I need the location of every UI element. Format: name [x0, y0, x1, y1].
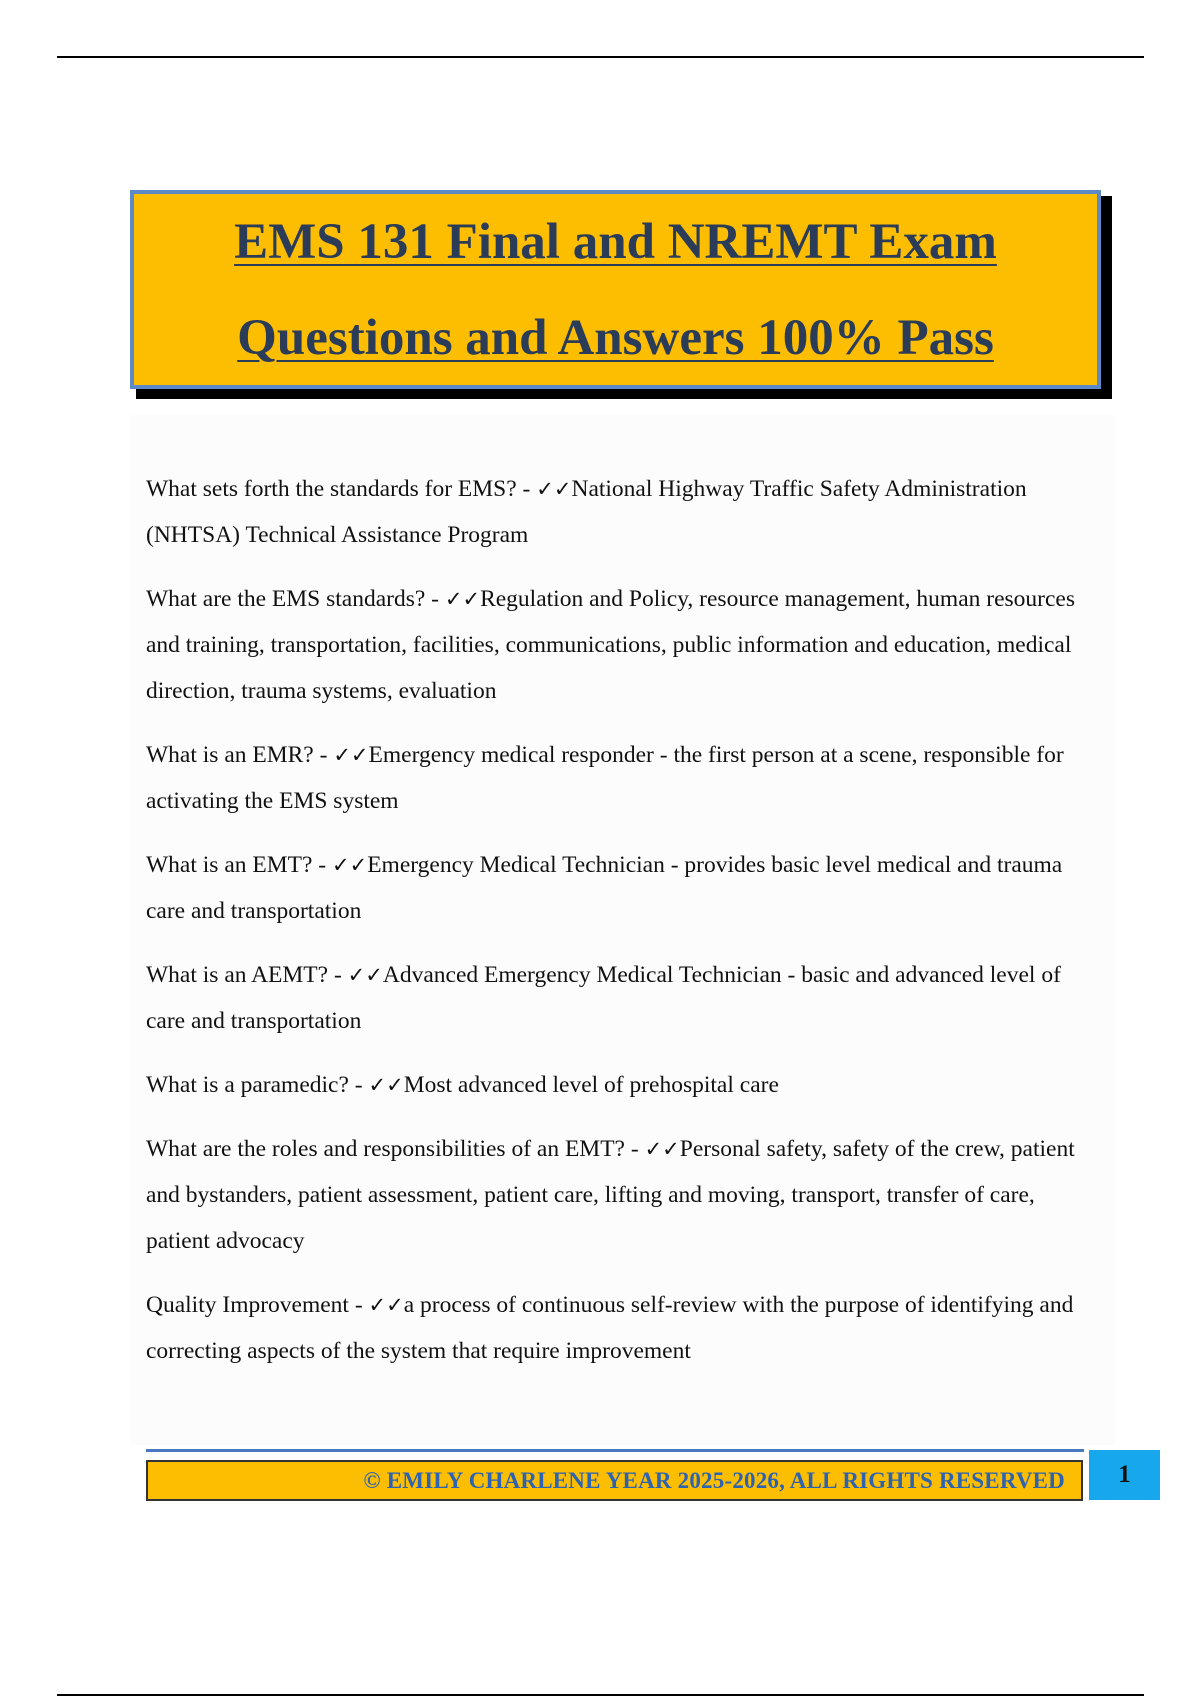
qa-question: What is a paramedic? -: [146, 1072, 369, 1098]
qa-question: Quality Improvement -: [146, 1292, 369, 1318]
qa-item: [146, 732, 1096, 824]
footer-rule: [146, 1449, 1084, 1452]
double-check-icon: ✓✓: [331, 853, 368, 877]
qa-answer: a process of continuous self-review with the purpose of identifying and correcting aspects of the system that require improvement: [146, 1292, 1074, 1364]
top-rule: [57, 56, 1144, 58]
double-check-icon: ✓✓: [536, 477, 572, 501]
title-line-1: EMS 131 Final and NREMT Exam: [234, 213, 997, 270]
qa-list: [146, 466, 1096, 1392]
qa-item: [146, 1062, 1096, 1108]
qa-answer: Personal safety, safety of the crew, patient and bystanders, patient assessment, patient care, lifting and moving, transport, transfer of care, patient advocacy: [146, 1136, 1075, 1254]
footer-banner: [146, 1460, 1083, 1501]
double-check-icon: ✓✓: [644, 1137, 680, 1161]
qa-item: [146, 952, 1096, 1044]
qa-question: What sets forth the standards for EMS? -: [146, 476, 537, 502]
qa-question: What are the roles and responsibilities of an EMT? -: [146, 1136, 645, 1162]
qa-item: [146, 1126, 1096, 1264]
title-line-2: Questions and Answers 100% Pass: [237, 309, 994, 366]
qa-answer: Emergency Medical Technician - provides basic level medical and trauma care and transportation: [146, 852, 1063, 924]
double-check-icon: ✓✓: [333, 743, 369, 767]
qa-answer: Emergency medical responder - the first person at a scene, responsible for activating the EMS system: [146, 742, 1064, 814]
copyright-text: © EMILY CHARLENE YEAR 2025-2026, ALL RIGHTS RESERVED: [363, 1467, 1065, 1493]
qa-question: What is an EMR? -: [146, 742, 334, 768]
page-number: 1: [1118, 1461, 1131, 1488]
qa-item: [146, 1282, 1096, 1374]
qa-answer: National Highway Traffic Safety Administration (NHTSA) Technical Assistance Program: [146, 476, 1027, 548]
double-check-icon: ✓✓: [347, 963, 383, 987]
title-banner: [130, 190, 1101, 389]
qa-question: What is an AEMT? -: [146, 962, 348, 988]
qa-item: [146, 842, 1096, 934]
qa-item: [146, 576, 1096, 714]
qa-question: What is an EMT? -: [146, 852, 332, 878]
double-check-icon: ✓✓: [444, 587, 481, 611]
qa-answer: Regulation and Policy, resource management, human resources and training, transportation, facilities, communications, public information and education, medical direction, trauma systems, evaluation: [146, 586, 1076, 704]
qa-question: What are the EMS standards? -: [146, 586, 445, 612]
double-check-icon: ✓✓: [368, 1073, 404, 1097]
qa-answer: Advanced Emergency Medical Technician - basic and advanced level of care and transportation: [146, 962, 1061, 1034]
bottom-rule: [57, 1694, 1144, 1696]
qa-answer: Most advanced level of prehospital care: [403, 1072, 779, 1098]
qa-item: [146, 466, 1096, 558]
double-check-icon: ✓✓: [368, 1293, 404, 1317]
page-number-box: [1089, 1450, 1160, 1500]
